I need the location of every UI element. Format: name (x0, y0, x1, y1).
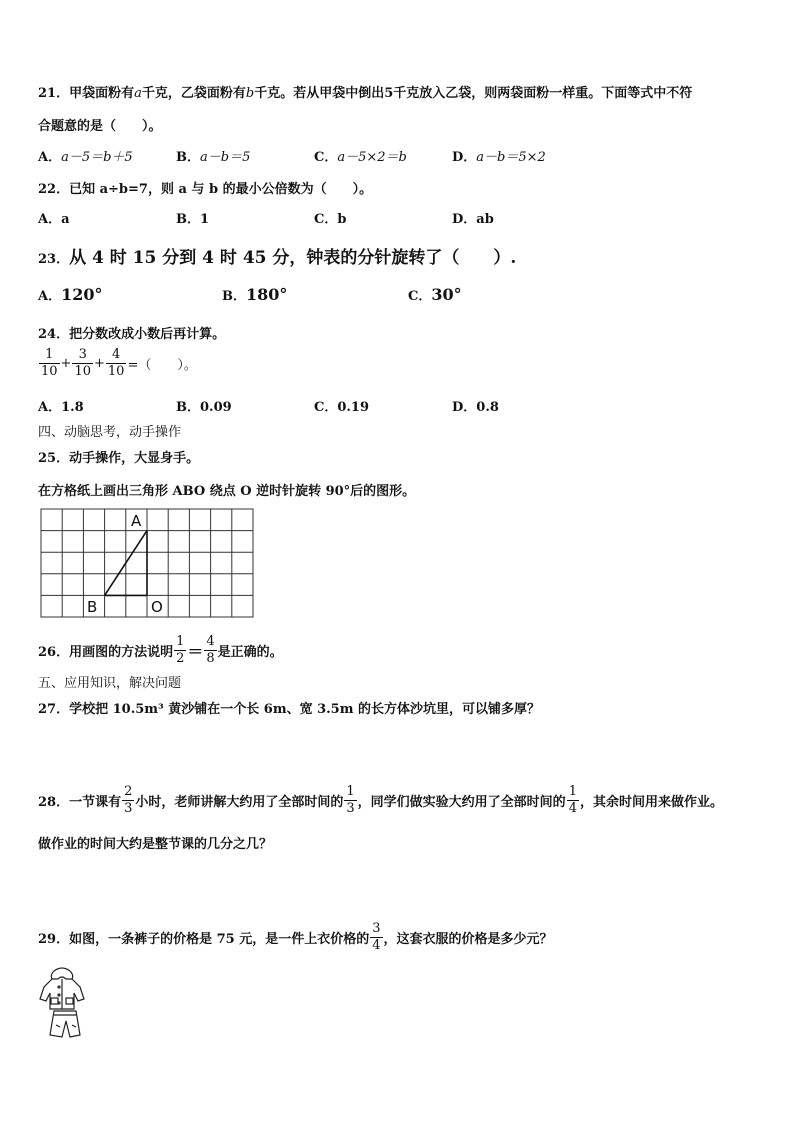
denominator: 10 (41, 364, 58, 379)
q23-option-a[interactable] (38, 285, 103, 304)
label-o: O (151, 598, 163, 616)
q21-text-b: 千克，乙袋面粉有 (141, 86, 246, 101)
q24-question: 24．把分数改成小数后再计算。 (38, 327, 226, 342)
q25-title: 25．动手操作，大显身手。 (38, 451, 200, 466)
q22-option-a[interactable] (38, 208, 70, 227)
q22-question: 22．已知 a÷b=7，则 a 与 b 的最小公倍数为（ ）。 (38, 182, 373, 197)
q21-option-c[interactable] (314, 146, 407, 165)
option-label: C． (408, 289, 432, 304)
option-label: A． (38, 212, 62, 227)
option-label: A． (38, 150, 62, 165)
clothing-illustration (36, 965, 100, 1039)
plus-sign: + (60, 356, 72, 371)
q22-option-d[interactable] (452, 208, 494, 227)
option-label: D． (452, 400, 477, 415)
option-label: B． (176, 400, 200, 415)
q25-instruction: 在方格纸上画出三角形 ABO 绕点 O 逆时针旋转 90°后的图形。 (38, 484, 416, 499)
q24-option-a[interactable] (38, 396, 84, 415)
q24-option-b[interactable] (176, 396, 232, 415)
fraction-1-3 (344, 784, 356, 817)
fraction-2-3 (122, 784, 134, 817)
option-value: ab (476, 212, 494, 227)
section-4-heading: 四、动脑思考，动手操作 (38, 425, 182, 440)
numerator: 1 (568, 784, 577, 799)
q24-option-d[interactable] (452, 396, 499, 415)
option-label: B． (222, 289, 246, 304)
section-5-heading: 五、应用知识，解决问题 (38, 676, 182, 691)
denominator: 10 (74, 364, 91, 379)
q29-question (38, 921, 553, 954)
var-b: b (245, 86, 255, 101)
q28-text-c: ，同学们做实验大约用了全部时间的 (357, 795, 566, 810)
fraction-3 (106, 347, 127, 380)
denominator: 3 (346, 801, 355, 816)
option-value: 0.19 (337, 400, 370, 415)
fraction-1-2 (174, 634, 186, 667)
option-expr: a－5＝b＋5 (61, 150, 133, 165)
numerator: 4 (206, 634, 215, 649)
label-a: A (131, 512, 142, 530)
q26-text-a: 26．用画图的方法说明 (38, 645, 174, 660)
q23-option-c[interactable] (408, 285, 462, 304)
numerator: 2 (124, 784, 133, 799)
plus-sign: + (94, 356, 105, 371)
option-value: 0.8 (476, 400, 499, 415)
q21-option-b[interactable] (176, 146, 250, 165)
option-value: 0.09 (200, 400, 232, 415)
option-label: B． (176, 150, 200, 165)
denominator: 4 (568, 801, 577, 816)
fraction-2 (72, 347, 93, 380)
q23-text: 从 4 时 15 分到 4 时 45 分，钟表的分针旋转了（ ）. (69, 248, 517, 268)
pants-icon (50, 1011, 80, 1037)
grid-figure (40, 508, 256, 620)
q22-option-b[interactable] (176, 208, 209, 227)
fraction-4-8 (204, 634, 216, 667)
q23-question (38, 243, 516, 268)
q22-option-c[interactable] (314, 208, 346, 227)
option-expr: a－b＝5×2 (476, 150, 546, 165)
q21-text-a: 21．甲袋面粉有 (38, 86, 135, 101)
option-label: C． (314, 212, 338, 227)
denominator: 8 (206, 651, 215, 666)
q21-line1 (38, 82, 692, 101)
option-label: D． (452, 212, 477, 227)
option-label: A． (38, 289, 62, 304)
jacket-icon (40, 968, 84, 1009)
option-label: D． (452, 150, 477, 165)
fraction-1 (39, 347, 60, 380)
option-label: B． (176, 212, 200, 227)
option-value: 1.8 (61, 400, 84, 415)
q26-question (38, 634, 283, 667)
option-value: a (61, 212, 70, 227)
option-expr: a－5×2＝b (337, 150, 407, 165)
q29-text-b: ，这套衣服的价格是多少元？ (383, 932, 553, 947)
option-value: b (337, 212, 347, 227)
option-label: C． (314, 400, 338, 415)
numerator: 1 (39, 347, 60, 364)
numerator: 3 (372, 921, 381, 936)
option-expr: a－b＝5 (200, 150, 251, 165)
option-value: 180° (246, 285, 288, 304)
numerator: 4 (106, 347, 127, 364)
denominator: 3 (124, 801, 133, 816)
q29-text-a: 29．如图，一条裤子的价格是 75 元，是一件上衣价格的 (38, 932, 370, 947)
denominator: 2 (176, 651, 185, 666)
option-value: 120° (61, 285, 103, 304)
option-label: A． (38, 400, 62, 415)
q27-question: 27．学校把 10.5m³ 黄沙铺在一个长 6m、宽 3.5m 的长方体沙坑里，可以铺多厚？ (38, 702, 541, 717)
fraction-3-4 (370, 921, 382, 954)
q26-text-b: 是正确的。 (217, 645, 283, 660)
equals-sign: ＝ (187, 642, 204, 661)
q28-text-a: 28．一节课有 (38, 795, 122, 810)
q24-option-c[interactable] (314, 396, 369, 415)
q24-expression (38, 347, 197, 380)
q24-tail: =（ ）。 (127, 358, 197, 373)
q23-option-b[interactable] (222, 285, 287, 304)
numerator: 3 (72, 347, 93, 364)
q28-line1 (38, 784, 723, 817)
fraction-1-4 (567, 784, 579, 817)
q21-option-d[interactable] (452, 146, 546, 165)
q23-number: 23． (38, 252, 70, 267)
option-value: 1 (200, 212, 210, 227)
q28-text-b: 小时，老师讲解大约用了全部时间的 (135, 795, 344, 810)
denominator: 10 (107, 364, 125, 379)
label-b: B (87, 598, 98, 616)
q28-line2: 做作业的时间大约是整节课的几分之几？ (38, 837, 273, 852)
numerator: 1 (176, 634, 185, 649)
q21-text-c: 千克。若从甲袋中倒出5千克放入乙袋，则两袋面粉一样重。下面等式中不符 (254, 86, 693, 101)
option-value: 30° (431, 285, 462, 304)
var-a: a (134, 86, 142, 101)
numerator: 1 (346, 784, 355, 799)
q28-text-d: ，其余时间用来做作业。 (579, 795, 723, 810)
denominator: 4 (372, 938, 381, 953)
q21-line2: 合题意的是（ ）。 (38, 119, 162, 134)
option-label: C． (314, 150, 338, 165)
q21-option-a[interactable] (38, 146, 133, 165)
